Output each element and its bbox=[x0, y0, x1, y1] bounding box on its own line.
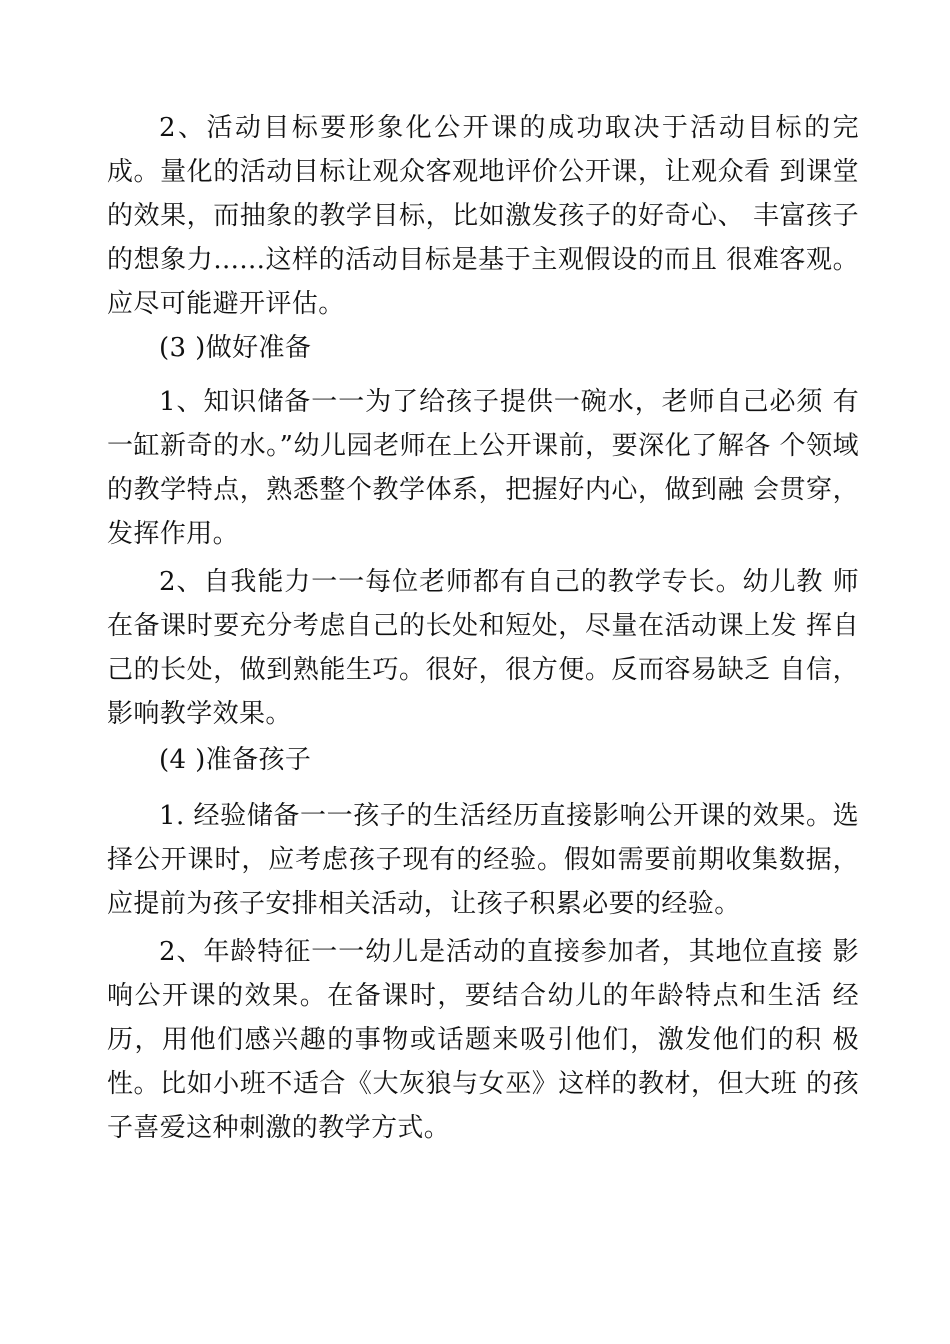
paragraph-knowledge-reserve: 1、知识储备一一为了给孩子提供一碗水，老师自己必须 有一缸新奇的水。”幼儿园老师在上公开课前，要深化了解各 个领域的教学特点，熟悉整个教学体系，把握好内心，做到融 会贯穿，发挥作用。 bbox=[107, 387, 859, 549]
section-heading-prepare: (3 )做好准备 bbox=[159, 333, 312, 363]
paragraph-experience-reserve: 1. 经验储备一一孩子的生活经历直接影响公开课的效果。选择公开课时，应考虑孩子现有的经验。假如需要前期收集数据，应提前为孩子安排相关活动，让孩子积累必要的经验。 bbox=[107, 801, 859, 919]
paragraph-age-characteristics: 2、年龄特征一一幼儿是活动的直接参加者，其地位直接 影响公开课的效果。在备课时，要结合幼儿的年龄特点和生活 经历，用他们感兴趣的事物或话题来吸引他们，激发他们的积 极性。比如小班不适合《大灰狼与女巫》这样的教材，但大班 的孩子喜爱这种刺激的教学方式。 bbox=[107, 937, 859, 1143]
paragraph-self-ability: 2、自我能力一一每位老师都有自己的教学专长。幼儿教 师在备课时要充分考虑自己的长处和短处，尽量在活动课上发 挥自己的长处，做到熟能生巧。很好，很方便。反而容易缺乏 自信，影响教学效果。 bbox=[107, 567, 859, 729]
section-heading-prepare-children: (4 )准备孩子 bbox=[159, 745, 312, 775]
paragraph-activity-goals: 2、活动目标要形象化公开课的成功取决于活动目标的完成。量化的活动目标让观众客观地评价公开课，让观众看 到课堂的效果，而抽象的教学目标，比如激发孩子的好奇心、 丰富孩子的想象力......这样的活动目标是基于主观假设的而且 很难客观。应尽可能避开评估。 bbox=[107, 113, 859, 319]
